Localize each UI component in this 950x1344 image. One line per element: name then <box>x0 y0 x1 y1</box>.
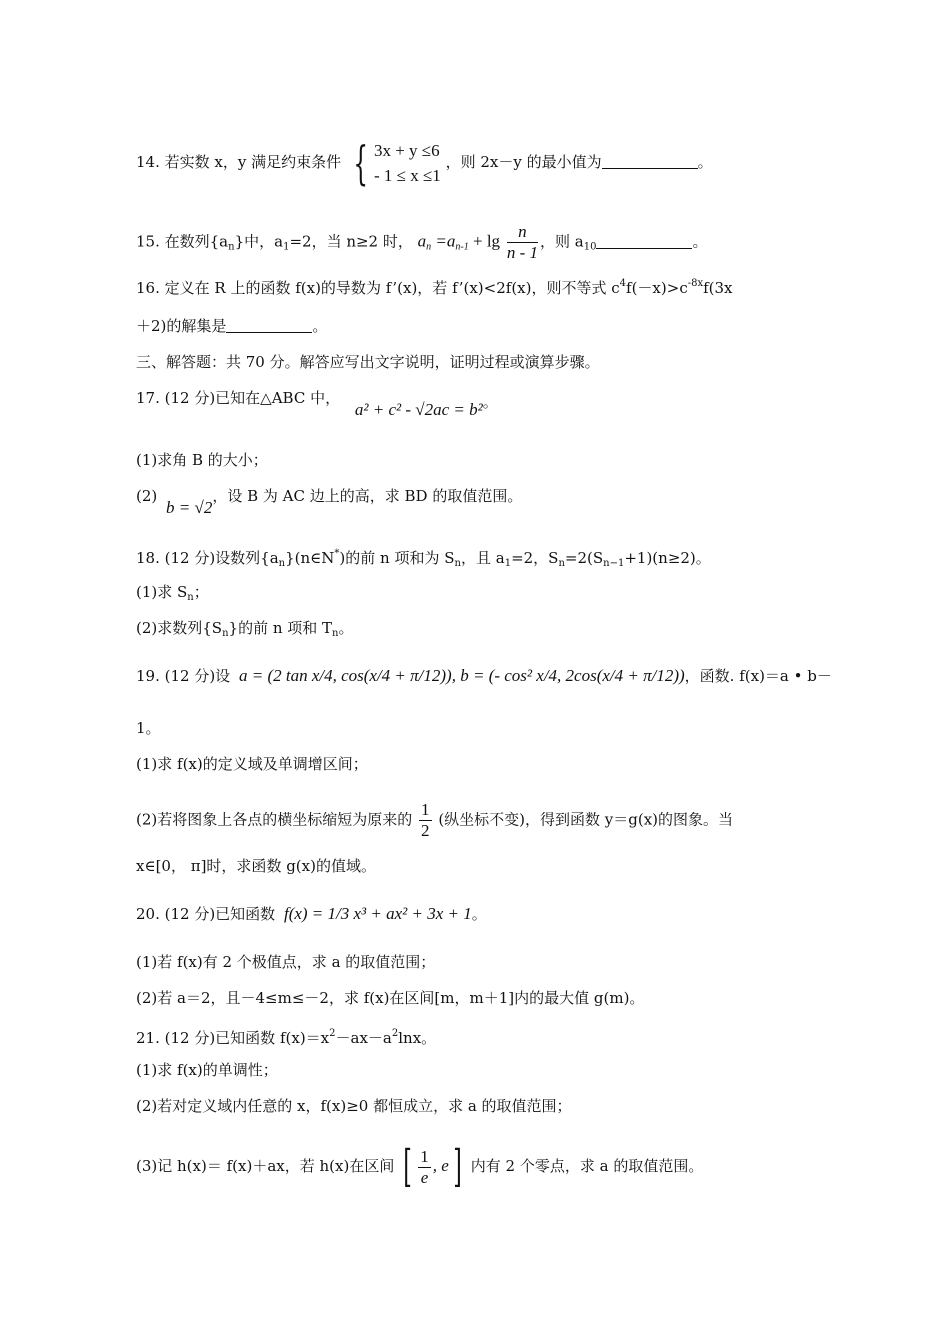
q21-part-1: (1)求 f(x)的单调性； <box>136 1061 278 1079</box>
q15-post: ，则 a <box>540 232 584 251</box>
q16-tail: f(3x <box>703 279 733 297</box>
q21-part-2: (2)若对定义域内任意的 x，f(x)≥0 都恒成立，求 a 的取值范围； <box>136 1097 572 1115</box>
question-16-line-1 <box>136 274 733 298</box>
q19-text: 19. (12 分)设 <box>136 667 231 685</box>
q15-text: 15. 在数列{a <box>136 232 229 251</box>
q18-sup: * <box>334 548 340 559</box>
q21-sup: 2 <box>329 1028 336 1039</box>
q15-text-3: =2，当 n≥2 时， <box>289 232 413 251</box>
q15-sub-1: 1 <box>283 241 290 253</box>
answer-blank[interactable] <box>226 318 312 333</box>
q15-frac-den: n - 1 <box>506 243 538 262</box>
q16-text: 16. 定义在 R 上的函数 f(x)的导数为 f’(x)，若 f’(x)<2f(x)，则不等式 c <box>136 279 620 297</box>
q18-mid4: =2，S <box>511 549 559 567</box>
q16-mid: f(－x)>c <box>626 279 688 297</box>
question-17 <box>136 388 498 419</box>
q15-formula-lg: + lg <box>468 231 501 251</box>
q18-p2: (2)求数列{S <box>136 619 223 637</box>
q17-p2-formula: b = √2 <box>166 498 213 517</box>
q18-p2-sub2: n <box>332 628 339 639</box>
q15-end: 。 <box>692 232 708 251</box>
question-16-line-2 <box>136 316 327 336</box>
q21-end: lnx。 <box>398 1029 437 1047</box>
q21-text: 21. (12 分)已知函数 f(x)＝x <box>136 1029 330 1047</box>
question-18 <box>136 544 711 574</box>
q18-mid6: +1)(n≥2)。 <box>624 549 711 567</box>
q14-post: ，则 2x－y 的最小值为 <box>445 153 602 171</box>
left-brace-icon: { <box>353 136 368 190</box>
q17-p2-text: ，设 B 为 AC 边上的高，求 BD 的取值范围。 <box>212 487 523 505</box>
q20-end: 。 <box>471 905 487 923</box>
q17-p2-label: (2) <box>136 487 158 505</box>
q21-sup2: 2 <box>391 1028 399 1039</box>
q18-p2-mid: }的前 n 项和 T <box>228 619 333 637</box>
q19-post: ，函数. f(x)＝a • b－ <box>684 667 832 685</box>
q19-part-2-line-2: x∈[0， π]时，求函数 g(x)的值域。 <box>136 857 376 875</box>
question-20 <box>136 904 487 924</box>
q19-line-2: 1。 <box>136 719 161 737</box>
q17-end: 。 <box>482 393 498 411</box>
q21-p3: (3)记 h(x)＝ f(x)＋ax，若 h(x)在区间 <box>136 1157 395 1175</box>
q21-mid: －ax－a <box>335 1029 392 1047</box>
q18-mid1: }(n∈N <box>285 549 335 567</box>
left-bracket-icon: [ <box>403 1141 412 1192</box>
q19-fraction <box>419 800 432 841</box>
q19-formula: a = (2 tan x/4, cos(x/4 + π/12)), b = (- cos² x/4, 2cos(x/4 + π/12)) <box>238 666 685 685</box>
q15-post-sub: 10 <box>583 241 597 253</box>
q15-formula-sub: n <box>426 241 432 253</box>
q21-part-3 <box>136 1141 704 1192</box>
q19-frac-num: 1 <box>421 800 430 819</box>
q14-constraint-system <box>374 138 441 188</box>
q18-part-2 <box>136 618 354 644</box>
q19-part-1: (1)求 f(x)的定义域及单调增区间； <box>136 755 368 773</box>
section-heading: 三、解答题：共 70 分。解答应写出文字说明，证明过程或演算步骤。 <box>136 353 600 371</box>
q20-part-1: (1)若 f(x)有 2 个极值点，求 a 的取值范围； <box>136 953 436 971</box>
q18-mid5: =2(S <box>564 549 604 567</box>
q20-text: 20. (12 分)已知函数 <box>136 905 276 923</box>
q19-p2: (2)若将图象上各点的横坐标缩短为原来的 <box>136 810 413 829</box>
q19-p2-post: (纵坐标不变)，得到函数 y＝g(x)的图象。当 <box>438 810 734 829</box>
q20-part-2: (2)若 a＝2，且－4≤m≤－2，求 f(x)在区间[m，m＋1]内的最大值 g(m)。 <box>136 989 645 1007</box>
q19-part-2 <box>136 800 733 841</box>
question-21 <box>136 1024 436 1048</box>
q18-mid3: ，且 a <box>460 549 505 567</box>
q15-sub: n <box>228 241 235 253</box>
answer-blank[interactable] <box>596 234 692 249</box>
q18-sub4: n <box>558 558 565 569</box>
q16-end: 。 <box>312 317 328 335</box>
q16-sup-2: -8x <box>687 278 704 289</box>
q18-p2-end: 。 <box>338 619 354 637</box>
question-15 <box>136 222 707 263</box>
q18-text: 18. (12 分)设数列{a <box>136 549 279 567</box>
q18-sub5: n−1 <box>603 558 625 569</box>
question-14 <box>136 138 713 188</box>
q21-frac-num: 1 <box>420 1146 429 1166</box>
q15-frac-num: n <box>507 222 538 243</box>
question-19 <box>136 666 832 686</box>
q18-mid2: )的前 n 项和为 S <box>339 549 455 567</box>
q19-frac-den: 2 <box>421 821 430 840</box>
q21-interval-right: , e <box>432 1156 449 1175</box>
q15-formula-a: a <box>417 231 427 251</box>
q14-constraint-2: - 1 ≤ x ≤1 <box>373 166 441 185</box>
q18-part-1 <box>136 582 209 608</box>
right-bracket-icon: ] <box>453 1141 462 1192</box>
q18-sub: n <box>278 558 286 569</box>
answer-blank[interactable] <box>602 154 698 169</box>
q17-part-1: (1)求角 B 的大小； <box>136 451 268 469</box>
q15-fraction <box>507 222 538 263</box>
q17-part-2 <box>136 486 523 517</box>
q18-sub3: 1 <box>504 558 512 569</box>
q14-end: 。 <box>697 153 713 171</box>
q14-constraint-1: 3x + y ≤6 <box>373 141 440 160</box>
q18-sub2: n <box>454 558 461 569</box>
q14-text: 14. 若实数 x，y 满足约束条件 <box>136 153 342 171</box>
q21-frac-den: e <box>420 1167 429 1187</box>
q18-p1-end: ； <box>193 583 209 601</box>
q15-text-2: }中，a <box>234 232 284 251</box>
q15-formula-eq: =a <box>431 231 456 251</box>
q21-interval-fraction <box>418 1147 431 1188</box>
q16-sup: 4 <box>619 278 627 289</box>
q21-p3-post: 内有 2 个零点，求 a 的取值范围。 <box>470 1157 704 1175</box>
q20-formula: f(x) = 1/3 x³ + ax² + 3x + 1 <box>283 904 472 923</box>
q17-formula: a² + c² - √2ac = b² <box>354 400 483 419</box>
q17-text: 17. (12 分)已知在△ABC 中， <box>136 389 341 407</box>
q18-p1-sub: n <box>187 592 194 603</box>
q16-line2: ＋2)的解集是 <box>136 317 227 335</box>
q18-p2-sub: n <box>222 628 229 639</box>
q15-formula-sub-n1: n-1 <box>455 241 469 253</box>
q18-p1: (1)求 S <box>136 583 188 601</box>
